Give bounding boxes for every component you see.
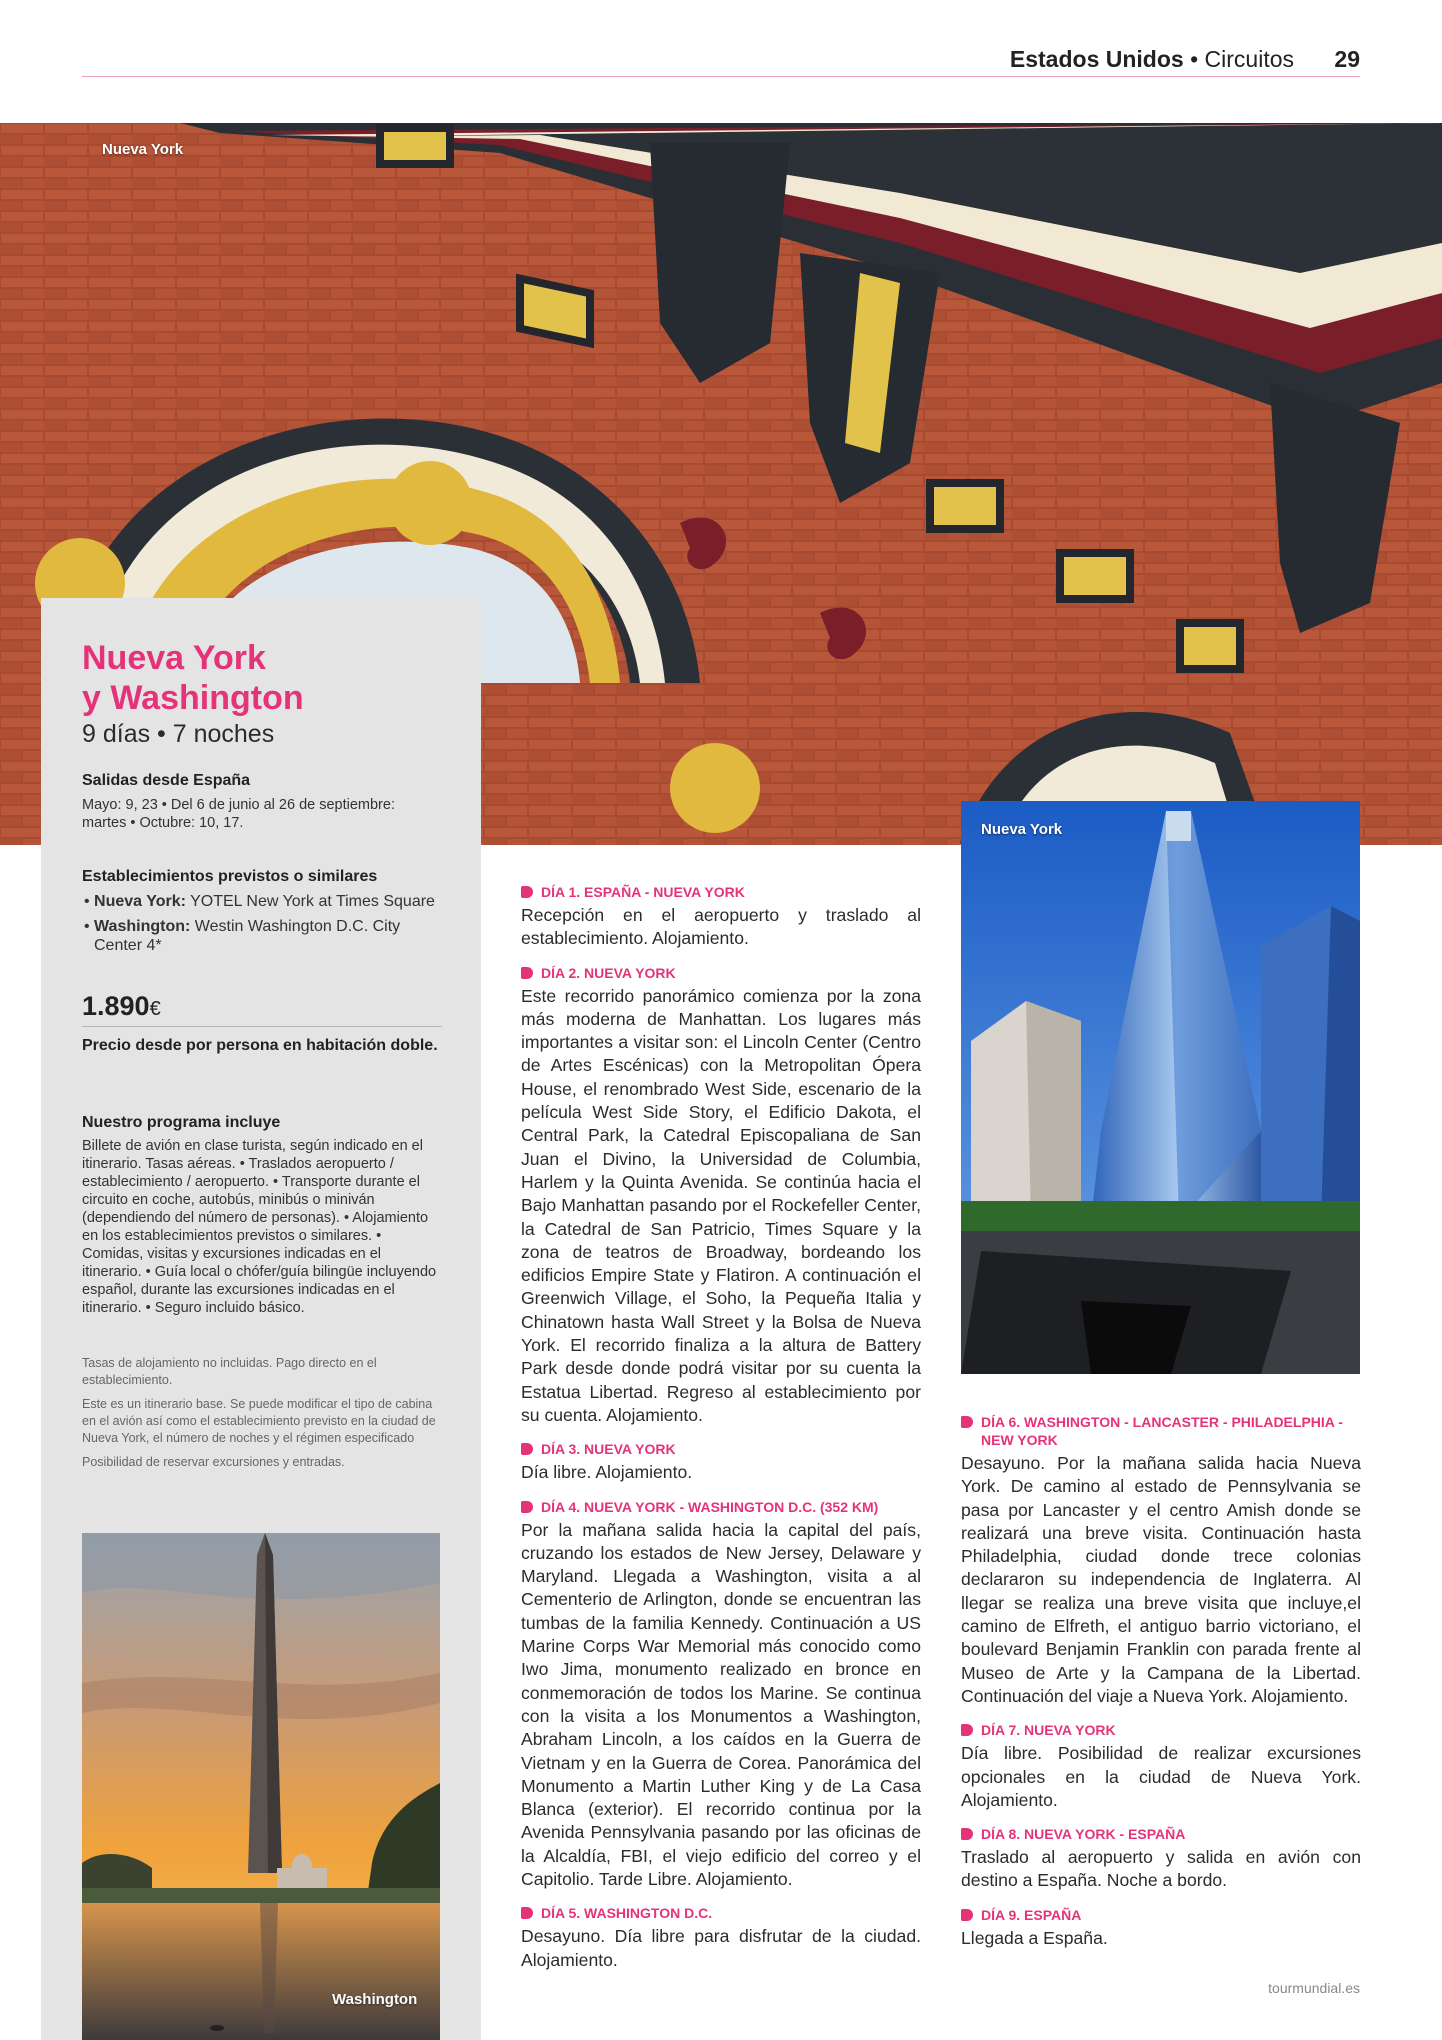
day-marker-icon bbox=[521, 886, 533, 898]
day-entry bbox=[521, 1440, 921, 1484]
departures-heading: Salidas desde España bbox=[82, 772, 251, 789]
hotel-city: Nueva York: bbox=[94, 893, 186, 910]
day-marker-icon bbox=[521, 1501, 533, 1513]
day-text: Desayuno. Por la mañana salida hacia Nueva York. De camino al estado de Pennsylvania se pasa por Lancaster y el centro Amish donde se realizará una breve visita. Continuación hasta Philadelphia, ciudad donde trece colonias declararon su independencia de Inglaterra. Al llegar se realiza una breve visita que incluye,el camino de Elfreth, el antiguo barrio victoriano, el boulevard Benjamin Franklin con parada frente al Museo de Arte y la Campana de la Libertad. Continuación del viaje a Nueva York. Alojamiento. bbox=[961, 1453, 1361, 1706]
washington-monument-image bbox=[82, 1533, 440, 2040]
hotel-name: Westin Washington D.C. City Center 4* bbox=[94, 918, 401, 954]
day-heading bbox=[961, 1906, 1361, 1924]
hotels-heading: Establecimientos previstos o similares bbox=[82, 868, 378, 885]
header-section: Circuitos bbox=[1204, 46, 1295, 72]
day-heading-text: DÍA 8. NUEVA YORK - ESPAÑA bbox=[981, 1826, 1186, 1843]
trip-duration: 9 días • 7 noches bbox=[82, 720, 275, 748]
notes-section bbox=[82, 1355, 442, 1471]
day-marker-icon bbox=[521, 1443, 533, 1455]
day-heading bbox=[521, 1498, 921, 1516]
trip-title-line1: Nueva York bbox=[82, 639, 266, 677]
page-header bbox=[82, 40, 1360, 77]
day-heading-text: DÍA 1. ESPAÑA - NUEVA YORK bbox=[541, 884, 745, 900]
departures-section bbox=[82, 772, 442, 832]
includes-heading: Nuestro programa incluye bbox=[82, 1114, 281, 1131]
day-marker-icon bbox=[521, 967, 533, 979]
hotel-city: Washington: bbox=[94, 918, 191, 935]
day-heading bbox=[961, 1721, 1361, 1739]
day-entry bbox=[521, 964, 921, 1428]
washington-illustration bbox=[82, 1533, 440, 2040]
note-text: Posibilidad de reservar excursiones y entradas. bbox=[82, 1455, 345, 1469]
price-value bbox=[82, 991, 442, 1022]
day-text: Recepción en el aeropuerto y traslado al establecimiento. Alojamiento. bbox=[521, 905, 921, 949]
day-marker-icon bbox=[961, 1416, 973, 1428]
departures-text: Mayo: 9, 23 • Del 6 de junio al 26 de septiembre: martes • Octubre: 10, 17. bbox=[82, 797, 395, 831]
day-entry bbox=[521, 1498, 921, 1892]
washington-photo-label: Washington bbox=[332, 1991, 418, 2008]
day-marker-icon bbox=[961, 1909, 973, 1921]
day-text: Día libre. Alojamiento. bbox=[521, 1462, 693, 1483]
day-heading bbox=[521, 964, 921, 982]
day-heading-text: DÍA 3. NUEVA YORK bbox=[541, 1441, 676, 1458]
price-divider bbox=[82, 1026, 442, 1027]
hotels-section bbox=[82, 868, 442, 961]
itinerary-column-2 bbox=[961, 1413, 1361, 1963]
trip-title-block bbox=[82, 638, 442, 749]
hotel-item: • Washington: Westin Washington D.C. City Center 4* bbox=[84, 918, 401, 954]
price-section bbox=[82, 991, 442, 1057]
day-heading-text: DÍA 4. NUEVA YORK - WASHINGTON D.C. (352 KM) bbox=[541, 1498, 879, 1515]
day-entry bbox=[961, 1906, 1361, 1950]
day-entry bbox=[961, 1413, 1361, 1708]
day-entry bbox=[521, 1904, 921, 1972]
day-entry bbox=[521, 883, 921, 951]
includes-text: Billete de avión en clase turista, según indicado en el itinerario. Tasas aéreas. • Traslados aeropuerto / establecimiento / aeropuerto. • Transporte durante el circuito en coche, autobús, minibús o miniván (dependiendo del número de personas). • Alojamiento en los establecimientos previstos o similares. • Comidas, visitas y excursiones indicadas en el itinerario. • Guía local o chófer/guía bilingüe incluyendo español, durante las excursiones indicadas en el itinerario. • Seguro incluido básico. bbox=[82, 1138, 437, 1316]
day-text: Traslado al aeropuerto y salida en avión con destino a España. Noche a bordo. bbox=[961, 1847, 1361, 1891]
includes-section bbox=[82, 1114, 442, 1317]
itinerary-column-1 bbox=[521, 883, 921, 1985]
day-text: Desayuno. Día libre para disfrutar de la ciudad. Alojamiento. bbox=[521, 1926, 921, 1970]
day-heading-text: DÍA 5. WASHINGTON D.C. bbox=[541, 1905, 713, 1922]
note-text: Tasas de alojamiento no incluidas. Pago directo en el establecimiento. bbox=[82, 1356, 377, 1387]
day-heading bbox=[521, 883, 921, 901]
day-heading bbox=[521, 1904, 921, 1922]
day-heading-text: DÍA 2. NUEVA YORK bbox=[541, 964, 676, 981]
day-text: Llegada a España. bbox=[961, 1927, 1108, 1948]
day-text: Este recorrido panorámico comienza por la zona más moderna de Manhattan. Los lugares más importantes a visitar son: el Lincoln Center (Centro de Artes Escénicas) con la Metropolitan Ópera House, el renombrado West Side, escenario de la película West Side Story, el Edificio Dakota, el Central Park, la Catedral Episcopaliana de San Juan el Divino, la Universidad de Columbia, Harlem y la Quinta Avenida. Se continúa hacia el Bajo Manhattan pasando por el Rockefeller Center, la Catedral de San Patricio, Times Square y la zona de teatros de Broadway, bordeando los edificios Empire State y Flatiron. A continuación el Greenwich Village, el Soho, la Pequeña Italia y Chinatown hasta Wall Street y la Bolsa de Nueva York. El recorrido finaliza a la altura de Battery Park desde donde podrá visitar por su cuenta la Estatua Libertad. Regreso al establecimiento por su cuenta. Alojamiento. bbox=[521, 985, 921, 1425]
day-marker-icon bbox=[521, 1907, 533, 1919]
trip-title-line2: y Washington bbox=[82, 679, 304, 717]
day-marker-icon bbox=[961, 1828, 973, 1840]
day-heading bbox=[521, 1440, 921, 1458]
hero-photo-label: Nueva York bbox=[102, 141, 184, 158]
price-amount: 1.890 bbox=[82, 991, 150, 1021]
header-separator: • bbox=[1190, 46, 1199, 72]
day-text: Día libre. Posibilidad de realizar excursiones opcionales en la ciudad de Nueva York. Alojamiento. bbox=[961, 1743, 1361, 1810]
day-entry bbox=[961, 1825, 1361, 1893]
day-text: Por la mañana salida hacia la capital del país, cruzando los estados de New Jersey, Delaware y Maryland. Llegada a Washington, visita a al Cementerio de Arlington, donde se encuentran las tumbas de la familia Kennedy. Continuación a US Marine Corps War Memorial más conocido como Iwo Jima, monumento realizado en bronce en conmemoración de todos los Marine. Se continua con la visita a los Monumentos a Washington, Abraham Lincoln, a los caídos en la Guerra de Vietnam y en la Guerra de Corea. Panorámica del Monumento a Martin Luther King y de La Casa Blanca (exterior). El recorrido continua por la Avenida Pennsylvania pasando por las oficinas de la Alcaldía, FBI, el viejo edificio del correo y el Capitolio. Tarde Libre. Alojamiento. bbox=[521, 1519, 921, 1889]
page-number: 29 bbox=[1334, 46, 1360, 72]
day-heading-text: DÍA 7. NUEVA YORK bbox=[981, 1722, 1116, 1739]
nyc-tower-illustration bbox=[961, 801, 1360, 1374]
day-heading-text: DÍA 6. WASHINGTON - LANCASTER - PHILADELPHIA - NEW YORK bbox=[981, 1414, 1343, 1448]
price-note: Precio desde por persona en habitación doble. bbox=[82, 1037, 438, 1054]
hotel-name: YOTEL New York at Times Square bbox=[190, 893, 435, 910]
hotel-item: • Nueva York: YOTEL New York at Times Square bbox=[84, 893, 435, 910]
note-text: Este es un itinerario base. Se puede modificar el tipo de cabina en el avión así como el establecimiento previsto en la ciudad de Nueva York, el número de noches y el régimen especificado bbox=[82, 1397, 436, 1445]
price-currency: € bbox=[149, 998, 161, 1020]
day-entry bbox=[961, 1721, 1361, 1812]
footer-website[interactable]: tourmundial.es bbox=[1268, 1980, 1360, 1996]
day-marker-icon bbox=[961, 1724, 973, 1736]
day-heading bbox=[961, 1413, 1361, 1449]
one-world-trade-center-image bbox=[961, 801, 1360, 1374]
day-heading bbox=[961, 1825, 1361, 1843]
day-heading-text: DÍA 9. ESPAÑA bbox=[981, 1906, 1082, 1923]
header-country: Estados Unidos bbox=[1009, 46, 1184, 72]
header-title bbox=[1010, 46, 1360, 73]
nyc-photo-label: Nueva York bbox=[981, 821, 1063, 838]
